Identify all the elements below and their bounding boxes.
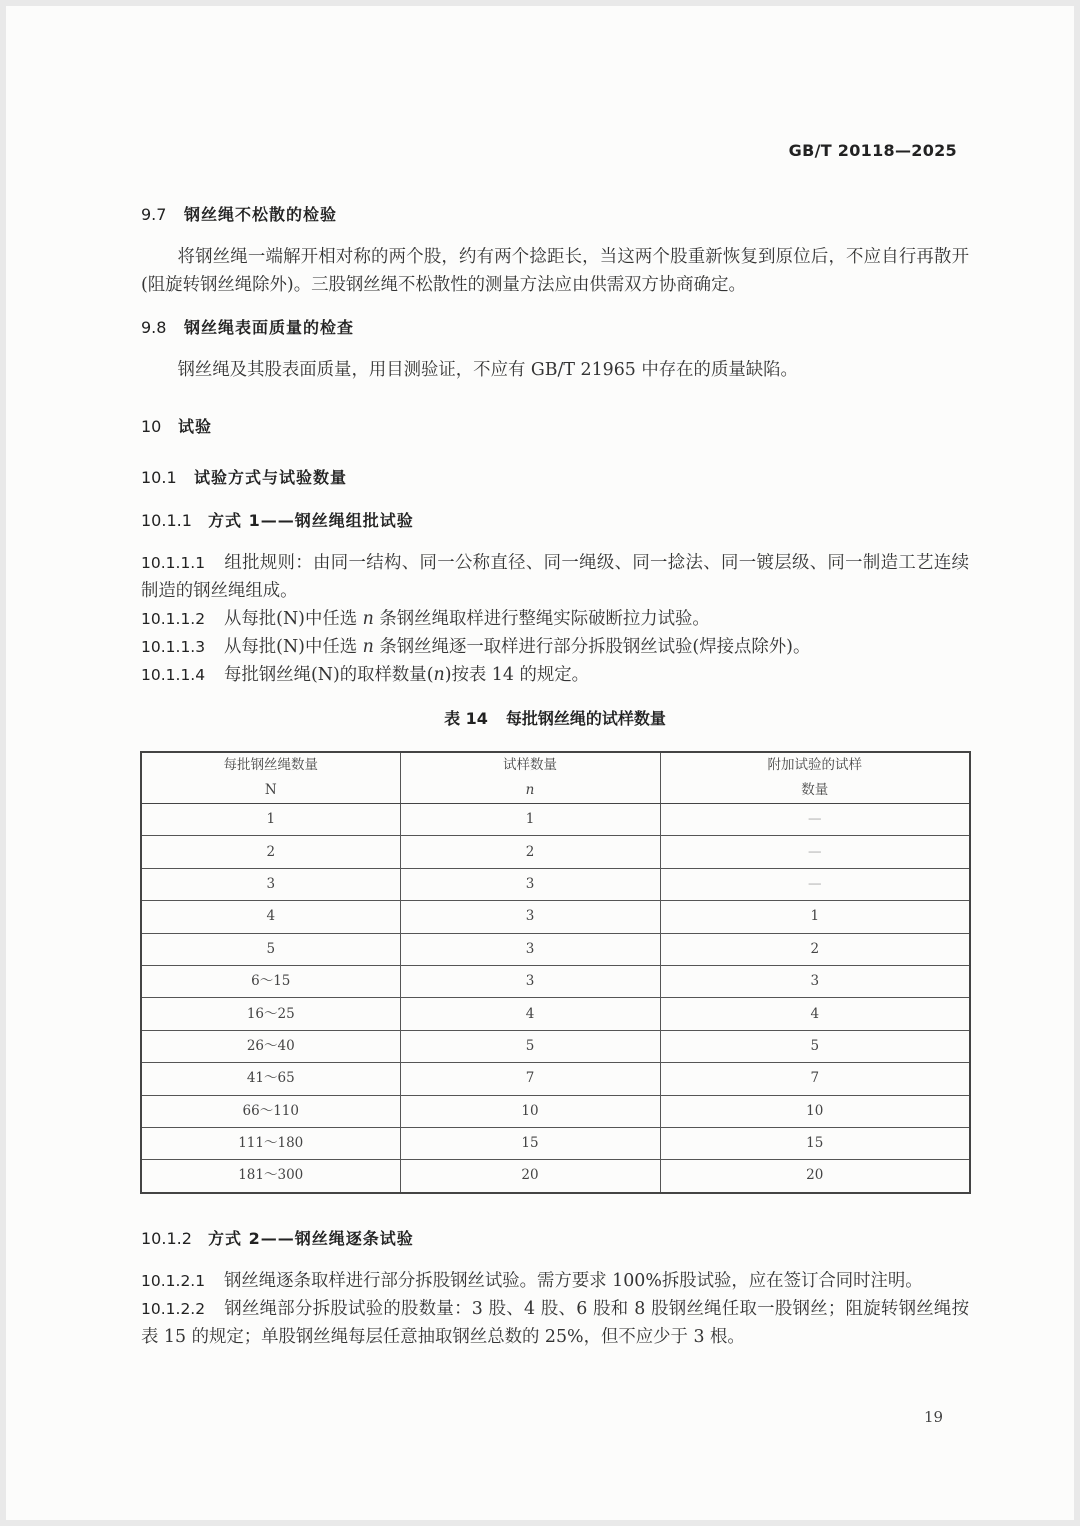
table-cell: 26～40 [141,1030,400,1062]
table-cell: 3 [400,965,660,997]
table-cell: 7 [400,1063,660,1095]
heading-title: 试验 [178,417,213,436]
table-caption-title: 每批钢丝绳的试样数量 [505,709,666,728]
table-cell: 4 [400,998,660,1030]
heading-10-1-2 [141,1225,414,1253]
clause-text: 从每批(N)中任选 [224,637,363,657]
header-batch-quantity [141,752,400,804]
table-cell: 2 [660,933,970,965]
table-cell: 111～180 [141,1127,400,1159]
table-cell: 1 [141,804,400,836]
heading-number: 9.8 [141,318,167,337]
document-code: GB/T 20118—2025 [788,141,957,160]
clause-text: )按表 14 的规定。 [444,665,590,685]
header-sample-quantity [400,752,660,804]
heading-10-1-1 [141,507,414,535]
table-caption [141,705,969,733]
heading-number: 10.1 [141,468,177,487]
table-cell: 6～15 [141,965,400,997]
table-row [141,1095,970,1127]
table-cell: 16～25 [141,998,400,1030]
variable-n: n [362,637,374,657]
variable-n: n [433,665,445,685]
heading-title: 试验方式与试验数量 [194,468,348,487]
clause-number: 10.1.2.2 [141,1300,206,1318]
table-cell: 10 [400,1095,660,1127]
table-cell: 3 [141,868,400,900]
heading-10 [141,413,212,441]
page-number: 19 [924,1408,944,1426]
table-cell: — [660,836,970,868]
paragraph-9-7: 将钢丝绳一端解开相对称的两个股，约有两个捻距长，当这两个股重新恢复到原位后，不应自行再散开(阻旋转钢丝绳除外)。三股钢丝绳不松散性的测量方法应由供需双方协商确定。 [141,247,969,295]
header-additional-samples [660,752,970,804]
document-page [6,6,1074,1520]
table-cell: 20 [660,1160,970,1193]
paragraph-9-8: 钢丝绳及其股表面质量，用目测验证，不应有 GB/T 21965 中存在的质量缺陷。 [177,360,798,380]
heading-title: 钢丝绳不松散的检验 [184,205,338,224]
table-cell: — [660,868,970,900]
clause-10-1-1-1 [141,549,969,605]
clause-text: 组批规则：由同一结构、同一公称直径、同一绳级、同一捻法、同一镀层级、同一制造工艺连续制造的钢丝绳组成。 [141,553,969,601]
header-line: 试样数量 [503,757,557,773]
table-row [141,804,970,836]
table-header-row [141,752,970,804]
table-cell: 2 [400,836,660,868]
table-cell: 5 [141,933,400,965]
table-cell: 1 [400,804,660,836]
clause-list-10-1-2 [141,1267,969,1351]
table-cell: — [660,804,970,836]
clause-text: 钢丝绳部分拆股试验的股数量：3 股、4 股、6 股和 8 股钢丝绳任取一股钢丝；阻旋转钢丝绳按表 15 的规定；单股钢丝绳每层任意抽取钢丝总数的 25%，但不应少于 3 根。 [141,1299,969,1347]
table-cell: 3 [400,868,660,900]
clause-number: 10.1.1.4 [141,666,206,684]
table-row [141,868,970,900]
table-cell: 3 [400,933,660,965]
clause-10-1-2-2 [141,1295,969,1351]
heading-number: 10.1.2 [141,1229,192,1248]
clause-10-1-1-4 [141,661,969,689]
table-row [141,998,970,1030]
table-row [141,901,970,933]
heading-10-1 [141,464,347,492]
heading-number: 10 [141,417,162,436]
table-cell: 15 [660,1127,970,1159]
table-cell: 3 [400,901,660,933]
table-cell: 20 [400,1160,660,1193]
sample-quantity-table [140,751,971,1194]
clause-number: 10.1.1.1 [141,554,206,572]
table-row [141,1127,970,1159]
table-caption-number: 表 14 [444,709,488,728]
heading-number: 10.1.1 [141,511,192,530]
table-row [141,933,970,965]
table-cell: 5 [400,1030,660,1062]
clause-list-10-1-1 [141,549,969,689]
heading-9-7 [141,201,337,229]
table-cell: 15 [400,1127,660,1159]
table-cell: 10 [660,1095,970,1127]
clause-text: 从每批(N)中任选 [224,609,363,629]
clause-number: 10.1.1.3 [141,638,206,656]
table-cell: 1 [660,901,970,933]
table-cell: 4 [141,901,400,933]
clause-number: 10.1.1.2 [141,610,206,628]
header-line: 附加试验的试样 [767,757,862,773]
clause-number: 10.1.2.1 [141,1272,206,1290]
clause-10-1-2-1 [141,1267,969,1295]
clause-10-1-1-2 [141,605,969,633]
heading-9-8 [141,314,354,342]
table-cell: 7 [660,1063,970,1095]
table-cell: 66～110 [141,1095,400,1127]
heading-title: 钢丝绳表面质量的检查 [184,318,355,337]
header-line: 数量 [801,782,829,798]
table-cell: 41～65 [141,1063,400,1095]
heading-title: 方式 1——钢丝绳组批试验 [208,511,414,530]
header-line: n [525,782,535,798]
header-line: 每批钢丝绳数量 [223,757,318,773]
table-cell: 181～300 [141,1160,400,1193]
header-line: N [264,782,277,798]
heading-number: 9.7 [141,205,167,224]
table-row [141,1063,970,1095]
clause-10-1-1-3 [141,633,969,661]
table-row [141,965,970,997]
table-row [141,836,970,868]
table-row [141,1030,970,1062]
variable-n: n [362,609,374,629]
heading-title: 方式 2——钢丝绳逐条试验 [208,1229,414,1248]
clause-text: 每批钢丝绳(N)的取样数量( [224,665,434,685]
clause-text: 钢丝绳逐条取样进行部分拆股钢丝试验。需方要求 100%拆股试验，应在签订合同时注明。 [224,1271,923,1291]
clause-text: 条钢丝绳逐一取样进行部分拆股钢丝试验(焊接点除外)。 [373,637,811,657]
table-cell: 4 [660,998,970,1030]
table-row [141,1160,970,1193]
table-cell: 3 [660,965,970,997]
table-cell: 5 [660,1030,970,1062]
clause-text: 条钢丝绳取样进行整绳实际破断拉力试验。 [373,609,710,629]
table-cell: 2 [141,836,400,868]
